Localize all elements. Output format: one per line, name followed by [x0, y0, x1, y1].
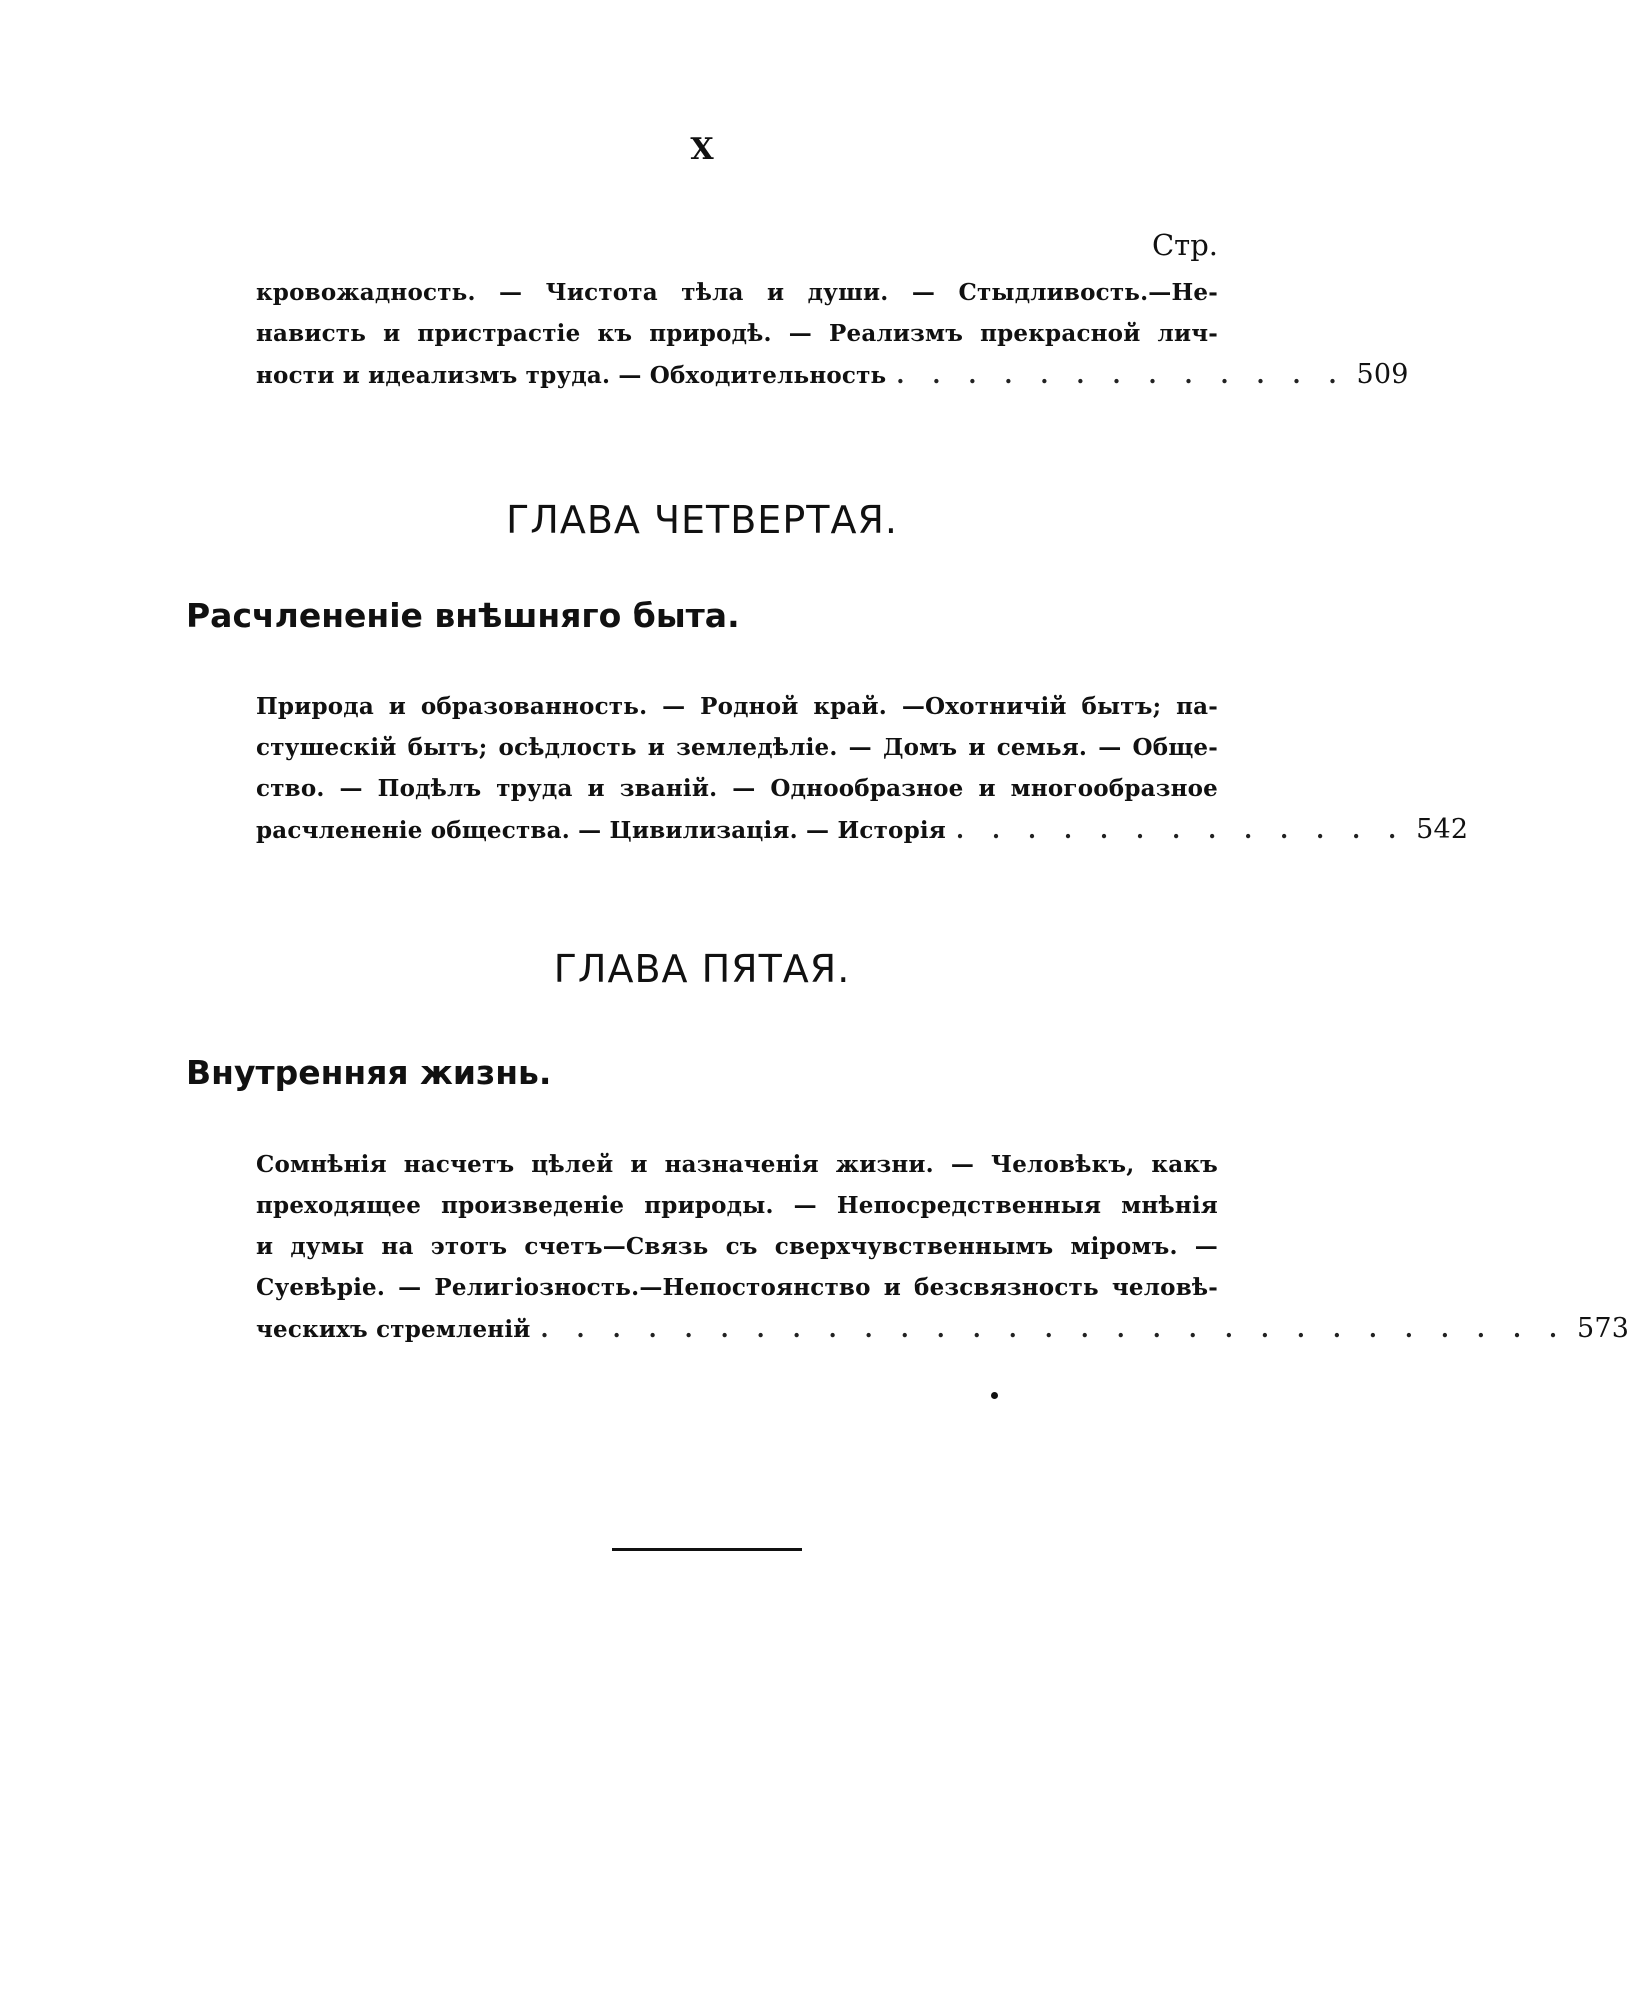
entry-line: нависть и пристрастіе къ природѣ. — Реализмъ прекрасной лич-: [256, 320, 1218, 347]
section-title: Внутренняя жизнь.: [186, 1053, 552, 1092]
section-title: Расчлененіе внѣшняго быта.: [186, 596, 740, 635]
entry-page-number: 573: [1576, 1313, 1629, 1344]
entry-line: ности и идеализмъ труда. — Обходительность: [256, 362, 887, 389]
leader-dots: . . . . . . . . . . . . .: [896, 362, 1347, 389]
entry-line: Природа и образованность. — Родной край. —Охотничій бытъ; па-: [256, 693, 1218, 720]
entry-last-line: [256, 354, 1409, 396]
entry-last-line: [256, 809, 1469, 851]
entry-page-number: 542: [1416, 814, 1469, 845]
entry-line: расчлененіе общества. — Цивилизація. — Исторія: [256, 817, 946, 844]
toc-entry: [256, 1144, 1629, 1350]
ink-speck: [991, 1392, 998, 1399]
entry-line: Сомнѣнія насчетъ цѣлей и назначенія жизни. — Человѣкъ, какъ: [256, 1151, 1218, 1178]
entry-line: кровожадность. — Чистота тѣла и души. — Стыдливость.—Не-: [256, 279, 1218, 306]
leader-dots: . . . . . . . . . . . . . . . . . . . . . . . . . . . . .: [540, 1316, 1567, 1343]
entry-line: ство. — Подѣлъ труда и званій. — Однообразное и многообразное: [256, 775, 1218, 802]
entry-line: стушескій бытъ; осѣдлость и земледѣліе. — Домъ и семья. — Обще-: [256, 734, 1218, 761]
page-number: X: [690, 132, 714, 167]
entry-line: ческихъ стремленій: [256, 1316, 531, 1343]
page-column-label: Стр.: [1151, 228, 1218, 262]
chapter-title: ГЛАВА ПЯТАЯ.: [553, 947, 851, 991]
entry-page-number: 509: [1356, 359, 1409, 390]
end-rule: [612, 1548, 802, 1551]
chapter-title: ГЛАВА ЧЕТВЕРТАЯ.: [506, 498, 898, 542]
entry-line: Суевѣріе. — Религіозность.—Непостоянство и безсвязность человѣ-: [256, 1274, 1218, 1301]
toc-entry: [256, 272, 1409, 396]
entry-line: преходящее произведеніе природы. — Непосредственныя мнѣнія: [256, 1192, 1218, 1219]
entry-last-line: [256, 1308, 1629, 1350]
leader-dots: . . . . . . . . . . . . .: [955, 817, 1407, 844]
entry-line: и думы на этотъ счетъ—Связь съ сверхчувственнымъ міромъ. —: [256, 1233, 1218, 1260]
toc-entry: [256, 686, 1469, 851]
